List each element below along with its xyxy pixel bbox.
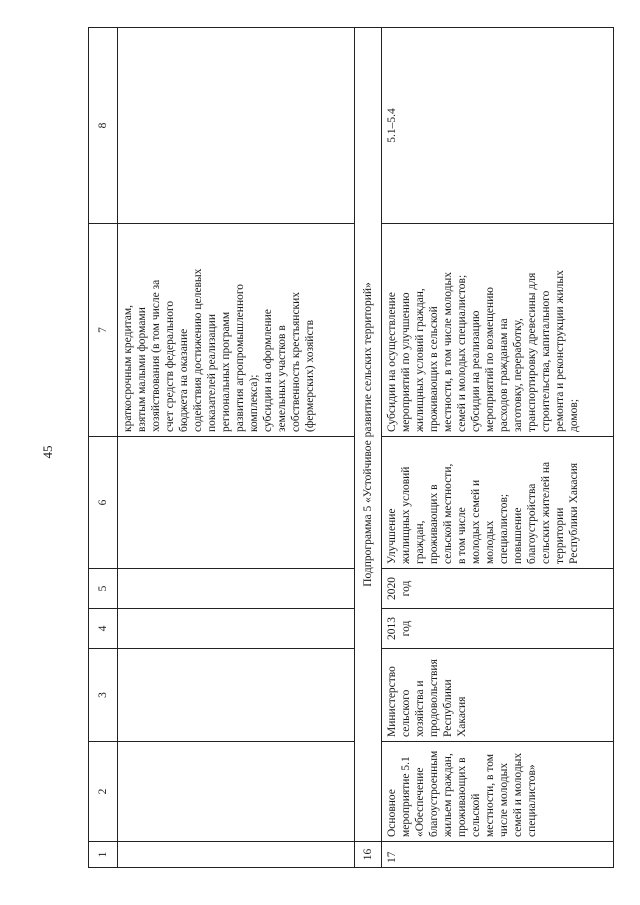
row-number: 17: [382, 842, 614, 868]
measures-table: [88, 27, 614, 868]
result-cell: Улучшение жилищных условий граждан, проживающих в сельской местности, в том числе молодых семей и молодых специалистов; повышение благоустройства сельских жителей на территории Республики Хакасия: [382, 437, 614, 569]
table-cell: [118, 569, 355, 609]
table-cell: [118, 609, 355, 649]
header-cell: 3: [89, 649, 118, 742]
table-cell: [118, 28, 355, 224]
end-year-cell: 2020 год: [382, 569, 614, 609]
subprogram-row: [355, 28, 382, 868]
row-number: 16: [355, 842, 382, 868]
header-cell: 7: [89, 224, 118, 437]
page-number: 45: [40, 445, 55, 459]
subprogram-title: Подпрограмма 5 «Устойчивое развитие сельских территорий»: [355, 28, 382, 842]
header-cell: 2: [89, 742, 118, 842]
executor-cell: Министерство сельского хозяйства и продовольствия Республики Хакасия: [382, 649, 614, 742]
measures-cell: краткосрочным кредитам, взятым малыми формами хозяйствования (в том числе за счет средств федерального бюджета на оказание содействия достижению целевых показателей реализации региональных программ развития агропромышленного комплекса); субсидии на оформление земельных участков в собственность крестьянских (фермерских) хозяйств: [118, 224, 355, 437]
start-year-cell: 2013 год: [382, 609, 614, 649]
header-row: [89, 28, 118, 868]
table-row-continued: [118, 28, 355, 868]
header-cell: 1: [89, 842, 118, 868]
table-frame: [88, 28, 640, 863]
table-cell: [118, 742, 355, 842]
header-cell: 6: [89, 437, 118, 569]
header-cell: 4: [89, 609, 118, 649]
indicators-cell: 5.1–5.4: [382, 28, 614, 224]
measure-name-cell: Основное мероприятие 5.1 «Обеспечение благоустроенным жильем граждан, проживающих в сельской местности, в том числе молодых семей и молодых специалистов»: [382, 742, 614, 842]
table-row: [382, 28, 614, 868]
header-cell: 5: [89, 569, 118, 609]
table-cell: [118, 649, 355, 742]
header-cell: 8: [89, 28, 118, 224]
table-cell: [118, 437, 355, 569]
measures-cell: Субсидии на осуществление мероприятий по улучшению жилищных условий граждан, проживающих в сельской местности, в том числе молодых семей и молодых специалистов; субсидии на реализацию мероприятий по возмещению расходов гражданам на заготовку, переработку, транспортировку древесины для строительства, капитального ремонта и реконструкции жилых домов;: [382, 224, 614, 437]
table-cell: [118, 842, 355, 868]
